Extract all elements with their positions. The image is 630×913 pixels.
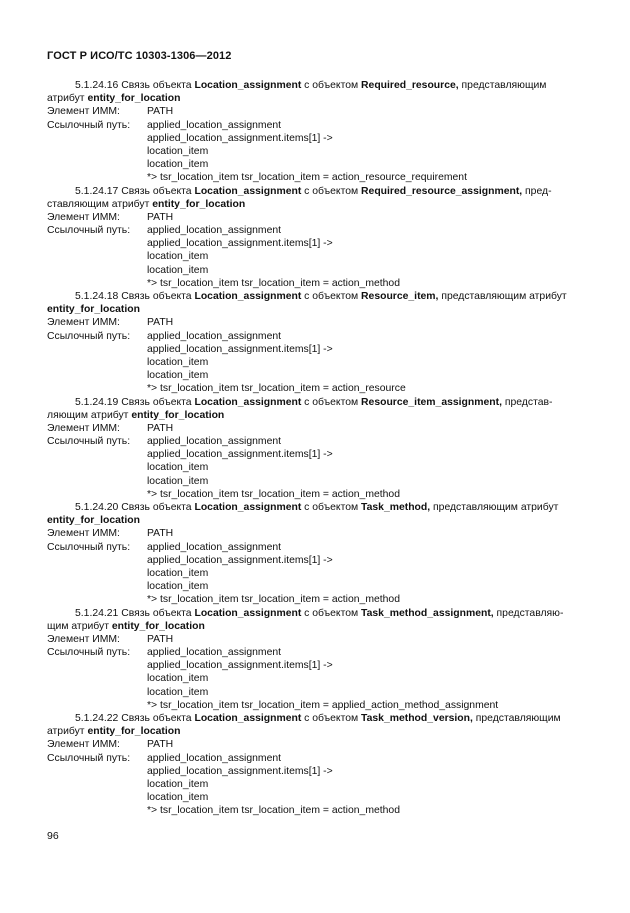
entity-name: Task_method_assignment, <box>361 607 494 619</box>
entity-name: Location_assignment <box>194 607 302 619</box>
ref-path-line: location_item <box>147 673 209 685</box>
element-label: Элемент ИММ: <box>47 317 120 329</box>
ref-path-value: applied_location_assignment <box>147 647 282 659</box>
entity-name: Location_assignment <box>194 502 302 513</box>
entity-name: Task_method_version, <box>361 713 473 724</box>
ref-path-value: applied_location_assignment <box>147 436 282 448</box>
element-value: PATH <box>147 211 174 223</box>
ref-path-line: *> tsr_location_item tsr_location_item = action_resource <box>147 383 406 395</box>
attribute-name: entity_for_location <box>47 304 140 316</box>
element-value: PATH <box>147 528 174 540</box>
element-row <box>47 527 585 540</box>
heading-text: представ- <box>501 396 553 408</box>
element-value: PATH <box>147 633 174 645</box>
heading-text: представляю- <box>493 607 564 619</box>
section-heading-line <box>47 396 585 409</box>
section-5-1-24-21 <box>47 607 585 713</box>
element-label: Элемент ИММ: <box>47 211 120 223</box>
heading-text: Связь объекта <box>121 607 195 619</box>
ref-path-line: location_item <box>147 475 209 487</box>
section-heading-line <box>47 198 585 211</box>
section-heading-line <box>47 79 585 92</box>
element-label: Элемент ИММ: <box>47 106 120 118</box>
section-5-1-24-16 <box>47 79 585 185</box>
section-5-1-24-19 <box>47 396 585 502</box>
entity-name: Location_assignment <box>194 185 302 197</box>
element-label: Элемент ИММ: <box>47 739 120 751</box>
attribute-name: entity_for_location <box>87 93 181 105</box>
entity-name: Required_resource, <box>361 80 459 91</box>
heading-text: представляющим <box>472 713 561 724</box>
ref-path-line: location_item <box>147 159 209 171</box>
heading-text: с объектом <box>301 396 362 408</box>
document-header: ГОСТ Р ИСО/ТС 10303-1306—2012 <box>47 50 232 62</box>
ref-path-row <box>47 435 585 448</box>
ref-path-line: location_item <box>147 581 209 593</box>
section-number: 5.1.24.18 <box>75 291 119 302</box>
ref-path-line: location_item <box>147 145 209 157</box>
element-row <box>47 633 585 646</box>
ref-path-label: Ссылочный путь: <box>47 119 131 131</box>
ref-path-line: *> tsr_location_item tsr_location_item = applied_action_method_assignment <box>147 699 499 711</box>
element-label: Элемент ИММ: <box>47 422 120 434</box>
ref-path-label: Ссылочный путь: <box>47 752 131 764</box>
section-heading-line <box>47 290 585 303</box>
ref-path-line: location_item <box>147 264 209 276</box>
ref-path-label: Ссылочный путь: <box>47 436 131 448</box>
heading-text: Связь объекта <box>121 502 195 513</box>
section-heading-line <box>47 185 585 198</box>
heading-text: Связь объекта <box>121 713 195 724</box>
section-5-1-24-17 <box>47 185 585 291</box>
section-heading-line <box>47 607 585 620</box>
attribute-name: entity_for_location <box>152 198 246 210</box>
element-value: PATH <box>147 739 174 751</box>
entity-name: Task_method, <box>361 502 431 513</box>
section-number: 5.1.24.19 <box>75 396 119 408</box>
section-heading-line <box>47 725 585 738</box>
heading-text: щим атрибут <box>47 620 112 632</box>
element-label: Элемент ИММ: <box>47 528 120 540</box>
entity-name: Location_assignment <box>194 396 302 408</box>
ref-path-label: Ссылочный путь: <box>47 225 131 237</box>
section-5-1-24-18 <box>47 290 585 396</box>
ref-path-line: *> tsr_location_item tsr_location_item = action_method <box>147 488 400 500</box>
heading-text: с объектом <box>301 80 362 91</box>
ref-path-line: applied_location_assignment.items[1] -> <box>147 660 333 672</box>
element-row <box>47 738 585 751</box>
ref-path-line: location_item <box>147 370 209 382</box>
entity-name: Location_assignment <box>194 80 302 91</box>
ref-path-line: applied_location_assignment.items[1] -> <box>147 238 333 250</box>
heading-text: с объектом <box>301 291 362 302</box>
entity-name: Location_assignment <box>194 713 302 724</box>
section-number: 5.1.24.22 <box>75 713 119 724</box>
attribute-name: entity_for_location <box>47 515 140 527</box>
heading-text: с объектом <box>301 607 362 619</box>
heading-text: представляющим атрибут <box>430 502 559 513</box>
ref-path-value: applied_location_assignment <box>147 330 282 342</box>
ref-path-label: Ссылочный путь: <box>47 541 131 553</box>
ref-path-line: location_item <box>147 251 209 263</box>
heading-text: ляющим атрибут <box>47 409 132 421</box>
element-row <box>47 316 585 329</box>
ref-path-line: location_item <box>147 792 209 804</box>
heading-text: атрибут <box>47 93 88 105</box>
section-heading-line <box>47 92 585 105</box>
element-value: PATH <box>147 317 174 329</box>
element-label: Элемент ИММ: <box>47 633 120 645</box>
heading-text: ставляющим атрибут <box>47 198 153 210</box>
section-5-1-24-22 <box>47 712 585 818</box>
heading-text: пред- <box>522 185 552 197</box>
element-value: PATH <box>147 106 174 118</box>
section-heading-line <box>47 409 585 422</box>
element-row <box>47 211 585 224</box>
section-number: 5.1.24.16 <box>75 80 119 91</box>
heading-text: Связь объекта <box>121 291 195 302</box>
heading-text: Связь объекта <box>121 185 195 197</box>
ref-path-line: *> tsr_location_item tsr_location_item = action_resource_requirement <box>147 172 467 184</box>
ref-path-value: applied_location_assignment <box>147 119 282 131</box>
section-heading-line <box>47 514 585 527</box>
section-heading-line <box>47 303 585 316</box>
heading-text: Связь объекта <box>121 396 195 408</box>
attribute-name: entity_for_location <box>87 726 181 738</box>
attribute-name: entity_for_location <box>131 409 225 421</box>
entity-name: Required_resource_assignment, <box>361 185 523 197</box>
ref-path-line: applied_location_assignment.items[1] -> <box>147 343 333 355</box>
ref-path-label: Ссылочный путь: <box>47 647 131 659</box>
ref-path-line: location_item <box>147 778 209 790</box>
entity-name: Resource_item, <box>361 291 439 302</box>
ref-path-label: Ссылочный путь: <box>47 330 131 342</box>
ref-path-line: *> tsr_location_item tsr_location_item = action_method <box>147 594 400 606</box>
heading-text: с объектом <box>301 185 362 197</box>
section-heading-line <box>47 501 585 514</box>
ref-path-value: applied_location_assignment <box>147 752 282 764</box>
section-number: 5.1.24.20 <box>75 502 119 513</box>
ref-path-line: location_item <box>147 686 209 698</box>
ref-path-row <box>47 119 585 132</box>
ref-path-line: *> tsr_location_item tsr_location_item = action_method <box>147 805 400 817</box>
page-number: 96 <box>47 830 59 842</box>
section-5-1-24-20 <box>47 501 585 607</box>
ref-path-line: applied_location_assignment.items[1] -> <box>147 132 333 144</box>
element-value: PATH <box>147 422 174 434</box>
section-heading-line <box>47 712 585 725</box>
ref-path-row <box>47 752 585 765</box>
attribute-name: entity_for_location <box>111 620 205 632</box>
ref-path-line: applied_location_assignment.items[1] -> <box>147 554 333 566</box>
ref-path-line: applied_location_assignment.items[1] -> <box>147 765 333 777</box>
section-number: 5.1.24.21 <box>75 607 119 619</box>
heading-text: с объектом <box>301 502 362 513</box>
ref-path-value: applied_location_assignment <box>147 541 282 553</box>
document-body <box>47 79 585 818</box>
ref-path-line: location_item <box>147 462 209 474</box>
ref-path-row <box>47 330 585 343</box>
ref-path-row <box>47 646 585 659</box>
ref-path-line: applied_location_assignment.items[1] -> <box>147 449 333 461</box>
ref-path-line: location_item <box>147 356 209 368</box>
ref-path-line: *> tsr_location_item tsr_location_item = action_method <box>147 277 400 289</box>
section-heading-line <box>47 620 585 633</box>
ref-path-line: location_item <box>147 567 209 579</box>
section-number: 5.1.24.17 <box>75 185 119 197</box>
element-row <box>47 422 585 435</box>
entity-name: Location_assignment <box>194 291 302 302</box>
heading-text: с объектом <box>301 713 362 724</box>
heading-text: представляющим <box>458 80 547 91</box>
heading-text: представляющим атрибут <box>438 291 567 302</box>
heading-text: Связь объекта <box>121 80 195 91</box>
ref-path-value: applied_location_assignment <box>147 225 282 237</box>
heading-text: атрибут <box>47 726 88 738</box>
ref-path-row <box>47 224 585 237</box>
entity-name: Resource_item_assignment, <box>361 396 502 408</box>
ref-path-row <box>47 541 585 554</box>
element-row <box>47 105 585 118</box>
